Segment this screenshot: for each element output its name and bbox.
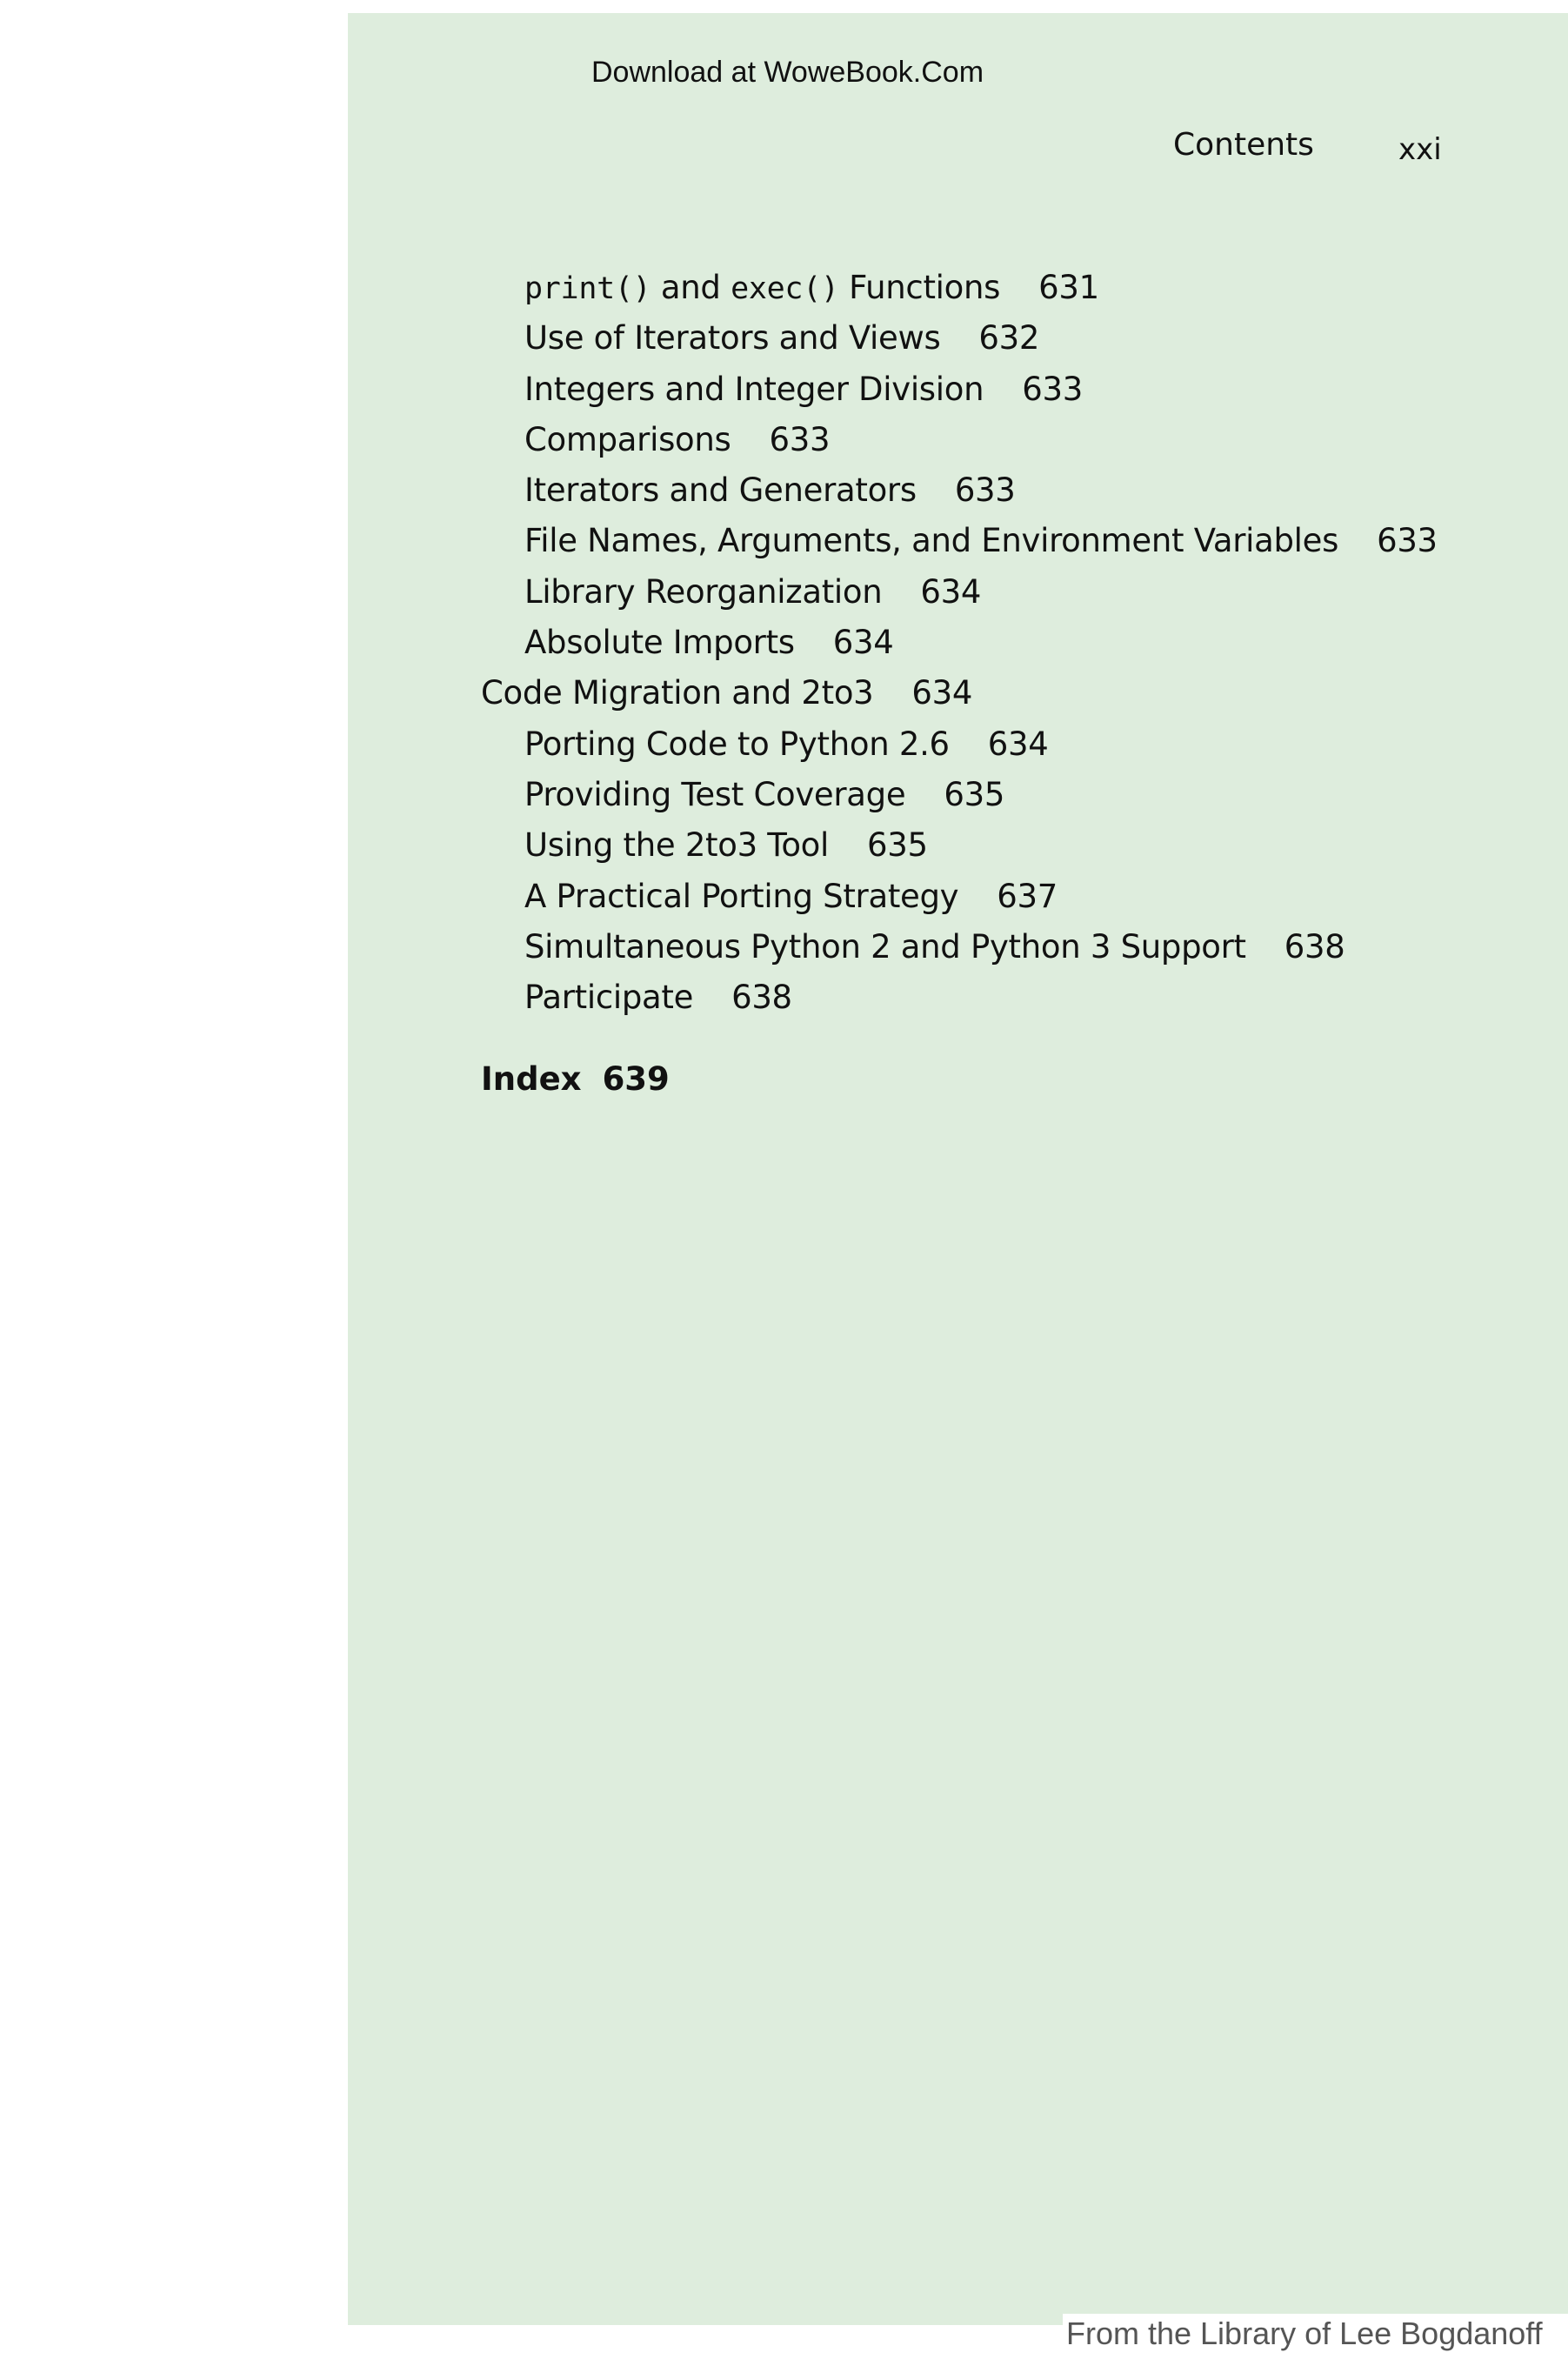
toc-entry	[481, 465, 1525, 516]
toc-page: 635	[866, 826, 928, 865]
toc-entry	[481, 820, 1525, 871]
toc-text-and: and	[660, 269, 721, 306]
toc-page: 634	[920, 572, 982, 611]
library-footer: From the Library of Lee Bogdanoff	[1066, 2316, 1543, 2351]
toc-entry	[481, 719, 1525, 770]
toc-page: 633	[1377, 522, 1438, 560]
index-page: 639	[602, 1060, 670, 1098]
index-title: Index	[481, 1060, 582, 1098]
toc-page: 631	[1038, 269, 1099, 306]
toc-entry	[481, 567, 1525, 618]
footer-strip	[1063, 2314, 1568, 2359]
toc-entry	[481, 313, 1525, 364]
toc-title: Simultaneous Python 2 and Python 3 Support	[524, 927, 1246, 966]
toc-page: 634	[832, 624, 894, 662]
toc-entry	[481, 263, 1525, 313]
toc-title: Library Reorganization	[524, 572, 883, 611]
toc-page: 633	[1022, 370, 1083, 408]
toc-entry	[481, 364, 1525, 415]
toc-title: Providing Test Coverage	[524, 775, 906, 813]
toc-title: File Names, Arguments, and Environment Variables	[524, 522, 1339, 560]
toc-page: 638	[1284, 927, 1345, 966]
table-of-contents	[481, 263, 1525, 1023]
toc-title: Iterators and Generators	[524, 471, 917, 510]
toc-code-exec: exec()	[731, 271, 839, 306]
toc-entry	[481, 516, 1525, 566]
toc-title: Use of Iterators and Views	[524, 319, 941, 358]
toc-entry	[481, 872, 1525, 922]
toc-code-print: print()	[524, 271, 651, 306]
toc-entry	[481, 922, 1525, 972]
toc-page: 634	[911, 674, 973, 712]
toc-text-functions: Functions	[849, 269, 1001, 306]
toc-entry	[481, 770, 1525, 820]
toc-page: 633	[954, 471, 1016, 510]
toc-title: Participate	[524, 979, 694, 1017]
toc-page: 632	[978, 319, 1040, 358]
toc-page: 637	[997, 877, 1058, 915]
toc-page: 635	[944, 775, 1005, 813]
page-number: xxi	[1398, 132, 1442, 167]
toc-section-entry	[481, 668, 1525, 718]
toc-page: 634	[987, 725, 1049, 763]
toc-title: Porting Code to Python 2.6	[524, 725, 950, 763]
toc-title: Using the 2to3 Tool	[524, 826, 829, 865]
toc-title: Code Migration and 2to3	[481, 674, 874, 712]
running-head: Contents	[1173, 127, 1314, 163]
toc-title: A Practical Porting Strategy	[524, 877, 959, 915]
toc-page: 633	[769, 420, 831, 458]
toc-entry	[481, 415, 1525, 465]
toc-title: Absolute Imports	[524, 624, 795, 662]
toc-title: Integers and Integer Division	[524, 370, 984, 408]
toc-page: 638	[731, 979, 792, 1017]
download-banner: Download at WoweBook.Com	[591, 56, 984, 89]
toc-entry	[481, 972, 1525, 1023]
toc-entry	[481, 618, 1525, 668]
toc-index-entry	[481, 1060, 670, 1098]
toc-title: Comparisons	[524, 420, 731, 458]
